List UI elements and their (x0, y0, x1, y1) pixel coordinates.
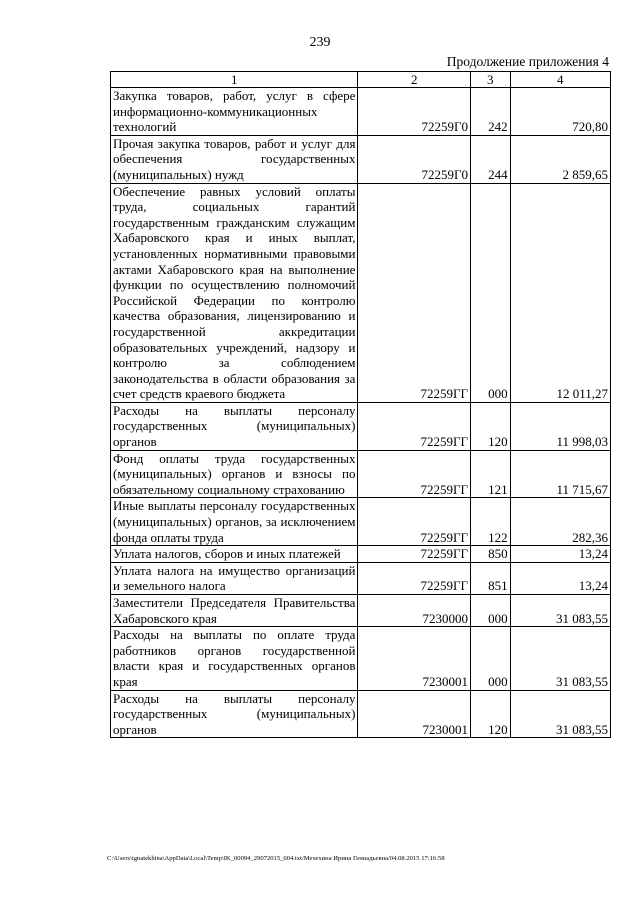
row-expense-type: 120 (471, 690, 511, 738)
row-name: Заместители Председателя Правительства Хабаровского края (111, 595, 358, 627)
row-expense-type: 000 (471, 183, 511, 402)
row-code: 7230000 (358, 595, 471, 627)
table-row (111, 627, 611, 690)
row-name: Иные выплаты персоналу государственных (муниципальных) органов, за исключением фонда оплаты труда (111, 498, 358, 546)
row-code: 72259Г0 (358, 135, 471, 183)
row-expense-type: 000 (471, 595, 511, 627)
row-amount: 13,24 (510, 562, 610, 594)
row-amount: 13,24 (510, 546, 610, 563)
table-row (111, 183, 611, 402)
row-name: Расходы на выплаты персоналу государственных (муниципальных) органов (111, 402, 358, 450)
row-name: Уплата налога на имущество организаций и земельного налога (111, 562, 358, 594)
continuation-label: Продолжение приложения 4 (446, 54, 609, 69)
row-code: 72259ГГ (358, 450, 471, 498)
row-name: Обеспечение равных условий оплаты труда, социальных гарантий государственным гражданским служащим Хабаровского края и иных выплат, установленных нормативными правовыми актами Хабаровского края на выполнение функции по осуществлению полномочий Российской Федерации по контролю качества образования, лицензированию и государственной аккредитации образовательных учреждений, надзору и контролю за соблюдением законодательства в области образования за счет средств краевого бюджета (111, 183, 358, 402)
header-row (111, 72, 611, 88)
row-amount: 12 011,27 (510, 183, 610, 402)
table-row (111, 402, 611, 450)
table-row (111, 498, 611, 546)
row-expense-type: 122 (471, 498, 511, 546)
row-amount: 2 859,65 (510, 135, 610, 183)
row-expense-type: 242 (471, 88, 511, 136)
page-number: 239 (309, 35, 331, 50)
header-col-4: 4 (510, 72, 610, 88)
row-name: Расходы на выплаты по оплате труда работников органов государственной власти края и государственных органов края (111, 627, 358, 690)
table-row (111, 88, 611, 136)
row-amount: 11 998,03 (510, 402, 610, 450)
row-code: 72259ГГ (358, 402, 471, 450)
header-col-1: 1 (111, 72, 358, 88)
row-name: Расходы на выплаты персоналу государственных (муниципальных) органов (111, 690, 358, 738)
table-row (111, 562, 611, 594)
table-row (111, 595, 611, 627)
table-row (111, 690, 611, 738)
row-amount: 31 083,55 (510, 595, 610, 627)
row-expense-type: 244 (471, 135, 511, 183)
row-code: 72259ГГ (358, 183, 471, 402)
budget-table (110, 71, 611, 738)
row-amount: 31 083,55 (510, 690, 610, 738)
row-amount: 720,80 (510, 88, 610, 136)
row-expense-type: 120 (471, 402, 511, 450)
row-amount: 282,36 (510, 498, 610, 546)
row-name: Фонд оплаты труда государственных (муниципальных) органов и взносы по обязательному социальному страхованию (111, 450, 358, 498)
file-path-footer: C:\Users\ignatekhina\AppData\Local\Temp\IK_00094_29072015_004.txt/Мехехина Ирина Геннадьевна/04.08.2015 17:16:58 (107, 855, 445, 862)
row-amount: 11 715,67 (510, 450, 610, 498)
row-expense-type: 850 (471, 546, 511, 563)
header-col-2: 2 (358, 72, 471, 88)
table-row (111, 450, 611, 498)
table-row (111, 546, 611, 563)
row-name: Уплата налогов, сборов и иных платежей (111, 546, 358, 563)
row-amount: 31 083,55 (510, 627, 610, 690)
row-name: Прочая закупка товаров, работ и услуг для обеспечения государственных (муниципальных) нужд (111, 135, 358, 183)
row-code: 7230001 (358, 690, 471, 738)
header-col-3: 3 (471, 72, 511, 88)
row-expense-type: 121 (471, 450, 511, 498)
row-code: 72259ГГ (358, 498, 471, 546)
row-expense-type: 000 (471, 627, 511, 690)
row-name: Закупка товаров, работ, услуг в сфере информационно-коммуникационных технологий (111, 88, 358, 136)
row-code: 72259ГГ (358, 546, 471, 563)
row-code: 72259Г0 (358, 88, 471, 136)
row-code: 72259ГГ (358, 562, 471, 594)
row-expense-type: 851 (471, 562, 511, 594)
table-row (111, 135, 611, 183)
row-code: 7230001 (358, 627, 471, 690)
